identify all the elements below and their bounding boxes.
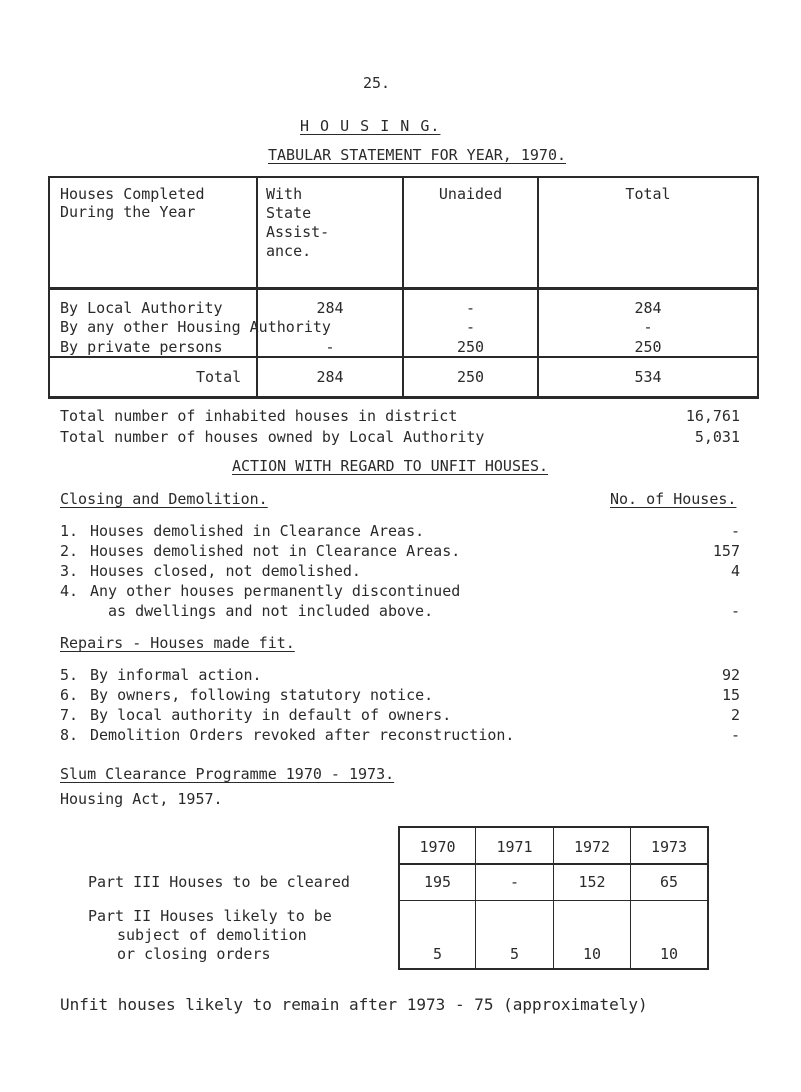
row-label-local-authority: By Local Authority [60, 299, 223, 317]
year-header: 1971 [496, 838, 533, 856]
cell-unaided: 250 [456, 338, 485, 356]
page-subheading: TABULAR STATEMENT FOR YEAR, 1970. [268, 146, 567, 164]
header-unaided: Unaided [438, 185, 503, 203]
repairs-item-num: 8. [60, 726, 79, 744]
cell-total-with: 284 [316, 368, 344, 386]
slum-cell: 5 [432, 945, 443, 963]
repairs-item-value: 15 [721, 686, 740, 704]
row-label-private-persons: By private persons [60, 338, 223, 356]
repairs-item-text: Demolition Orders revoked after reconstruction. [90, 726, 515, 744]
closing-item-text-continued: as dwellings and not included above. [108, 602, 434, 620]
closing-item-num: 3. [60, 562, 79, 580]
year-header: 1973 [650, 838, 688, 856]
cell-total: - [643, 318, 653, 336]
cell-unaided: - [465, 299, 476, 317]
action-heading: ACTION WITH REGARD TO UNFIT HOUSES. [232, 457, 549, 475]
closing-item-text: Houses demolished not in Clearance Areas. [90, 542, 461, 560]
slum-row-label: Part III Houses to be cleared [88, 873, 350, 891]
cell-total: 250 [634, 338, 662, 356]
slum-row-label-continued: subject of demolition [117, 926, 307, 944]
total-inhabited-value: 16,761 [685, 407, 740, 425]
housing-act-line: Housing Act, 1957. [60, 790, 223, 808]
cell-total-unaided: 250 [456, 368, 485, 386]
closing-item-num: 1. [60, 522, 79, 540]
slum-cell: 10 [582, 945, 602, 963]
closing-item-text: Houses closed, not demolished. [90, 562, 361, 580]
closing-item-num: 2. [60, 542, 79, 560]
footer-unfit-houses: Unfit houses likely to remain after 1973 - 75 (approximately) [60, 995, 648, 1014]
repairs-item-num: 6. [60, 686, 79, 704]
repairs-item-text: By local authority in default of owners. [90, 706, 452, 724]
slum-cell: 5 [509, 945, 520, 963]
closing-item-value: 157 [712, 542, 740, 560]
repairs-item-value: 92 [721, 666, 740, 684]
row-label-other-housing-authority: By any other Housing Authority [60, 318, 331, 336]
cell-with: 284 [316, 299, 344, 317]
page-heading: H O U S I N G. [300, 117, 441, 135]
repairs-item-text: By informal action. [90, 666, 262, 684]
repairs-item-value: - [730, 726, 740, 744]
header-total: Total [625, 185, 671, 203]
repairs-item-num: 5. [60, 666, 79, 684]
closing-item-text: Houses demolished in Clearance Areas. [90, 522, 425, 540]
closing-heading: Closing and Demolition. [60, 490, 268, 508]
closing-item-text: Any other houses permanently discontinued [90, 582, 461, 600]
cell-with: - [325, 338, 335, 356]
slum-row-label-continued: or closing orders [117, 945, 271, 963]
slum-clearance-heading: Slum Clearance Programme 1970 - 1973. [60, 765, 395, 783]
row-label-total: Total [196, 368, 242, 386]
year-header: 1970 [419, 838, 456, 856]
closing-item-value: - [730, 522, 740, 540]
year-header: 1972 [573, 838, 611, 856]
repairs-heading: Repairs - Houses made fit. [60, 634, 295, 652]
header-with-state-assistance: With State Assist- ance. [266, 185, 330, 260]
slum-cell: 10 [659, 945, 679, 963]
header-houses-completed: Houses Completed During the Year [60, 185, 205, 221]
total-owned-value: 5,031 [694, 428, 740, 446]
repairs-item-value: 2 [730, 706, 740, 724]
slum-cell: 65 [659, 873, 679, 891]
total-inhabited-label: Total number of inhabited houses in district [60, 407, 458, 425]
page-number: 25. [363, 74, 391, 92]
repairs-item-text: By owners, following statutory notice. [90, 686, 434, 704]
cell-total: 284 [634, 299, 662, 317]
slum-row-label: Part II Houses likely to be [88, 907, 332, 925]
repairs-item-num: 7. [60, 706, 79, 724]
slum-cell: 152 [578, 873, 606, 891]
slum-cell: - [509, 873, 520, 891]
slum-cell: 195 [423, 873, 452, 891]
closing-item-num: 4. [60, 582, 79, 600]
closing-item-value: - [730, 602, 740, 620]
no-of-houses-label: No. of Houses. [610, 490, 737, 508]
cell-total-total: 534 [634, 368, 662, 386]
total-owned-label: Total number of houses owned by Local Authority [60, 428, 485, 446]
closing-item-value: 4 [730, 562, 740, 580]
cell-unaided: - [465, 318, 476, 336]
